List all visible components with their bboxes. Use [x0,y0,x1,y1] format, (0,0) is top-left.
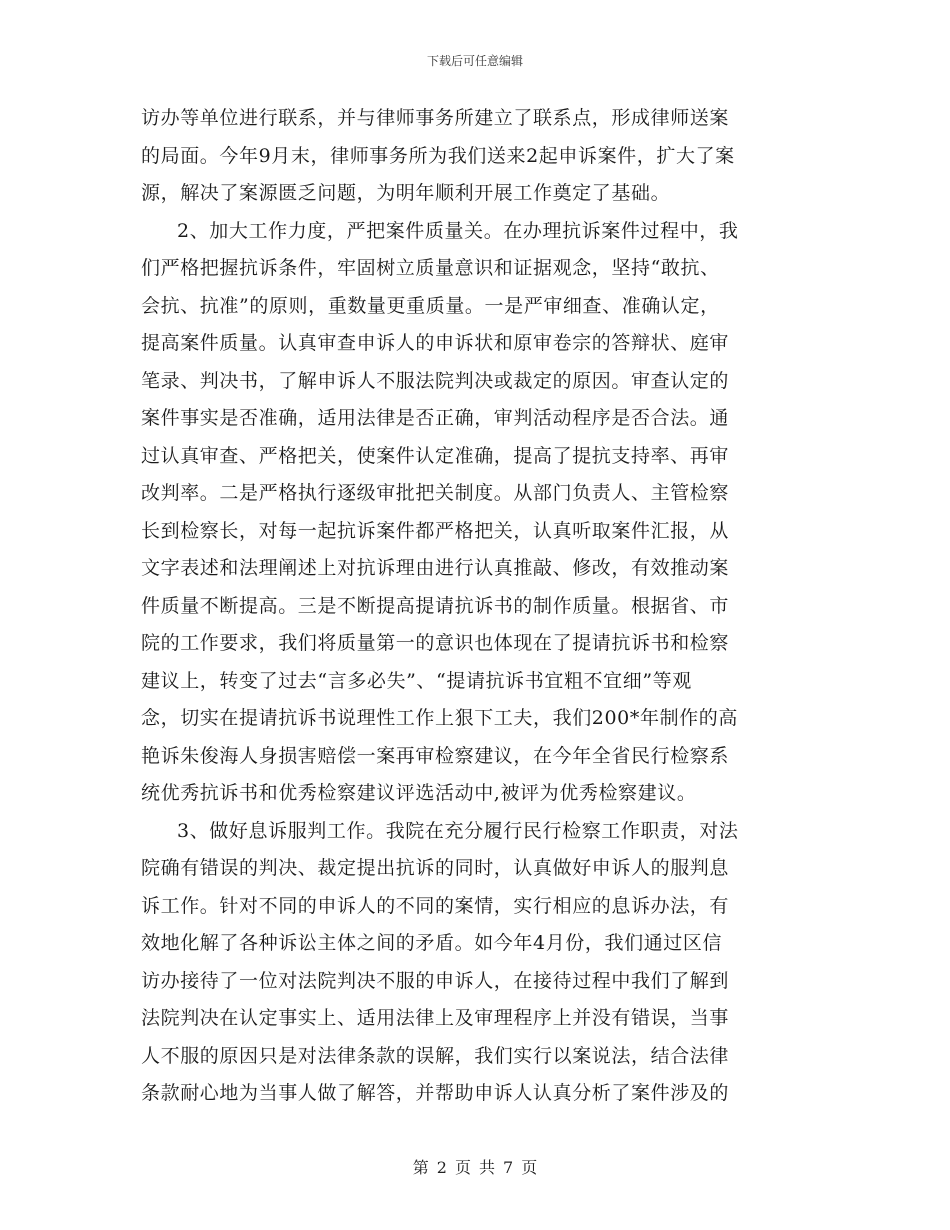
body-line: 法院判决在认定事实上、适用法律上及审理程序上并没有错误，当事 [141,1007,730,1029]
footer-di: 第 [412,1158,429,1177]
body-line: 们严格把握抗诉条件，牢固树立质量意识和证据观念，坚持“敢抗、 [141,257,720,279]
body-line: 的局面。今年9月末，律师事务所为我们送来2起申诉案件，扩大了案 [141,144,735,167]
footer-ye2: 页 [521,1158,538,1177]
body-line: 长到检察长，对每一起抗诉案件都严格把关，认真听取案件汇报，从 [141,519,730,542]
body-line: 统优秀抗诉书和优秀检察建议评选活动中,被评为优秀检察建议。 [141,782,697,804]
footer-gong: 共 [479,1158,496,1177]
body-line: 过认真审查、严格把关，使案件认定准确，提高了提抗支持率、再审 [141,444,730,467]
body-line: 改判率。二是严格执行逐级审批把关制度。从部门负责人、主管检察 [141,482,730,504]
body-line: 人不服的原因只是对法律条款的误解，我们实行以案说法，结合法律 [141,1044,730,1067]
body-line: 2、加大工作力度，严把案件质量关。在办理抗诉案件过程中，我 [177,219,739,242]
body-line: 笔录、判决书，了解申诉人不服法院判决或裁定的原因。审查认定的 [141,369,730,392]
body-line: 效地化解了各种诉讼主体之间的矛盾。如今年4月份，我们通过区信 [141,932,723,954]
body-line: 院的工作要求，我们将质量第一的意识也体现在了提请抗诉书和检察 [141,632,730,654]
body-line: 3、做好息诉服判工作。我院在充分履行民行检察工作职责，对法 [177,819,739,842]
body-line: 文字表述和法理阐述上对抗诉理由进行认真推敲、修改，有效推动案 [141,557,730,579]
footer-ye: 页 [454,1158,471,1177]
body-line: 艳诉朱俊海人身损害赔偿一案再审检察建议，在今年全省民行检察系 [141,744,730,767]
body-line: 源，解决了案源匮乏问题，为明年顺利开展工作奠定了基础。 [141,182,671,204]
footer-page-number: 2 [436,1158,447,1177]
page-header-note: 下载后可任意编辑 [426,54,523,68]
body-line: 提高案件质量。认真审查申诉人的申诉状和原审卷宗的答辩状、庭审 [141,332,730,354]
body-line: 条款耐心地为当事人做了解答，并帮助申诉人认真分析了案件涉及的 [141,1082,730,1104]
footer-total-pages: 7 [503,1158,514,1177]
body-line: 念，切实在提请抗诉书说理性工作上狠下工夫，我们200*年制作的高 [141,707,738,729]
body-line: 院确有错误的判决、裁定提出抗诉的同时，认真做好申诉人的服判息 [141,857,730,879]
body-line: 访办接待了一位对法院判决不服的申诉人，在接待过程中我们了解到 [141,969,730,992]
page-footer [0,1155,950,1178]
document-body [141,100,821,1113]
body-line: 会抗、抗准”的原则，重数量更重质量。一是严审细查、准确认定， [141,294,720,317]
body-line: 访办等单位进行联系，并与律师事务所建立了联系点，形成律师送案 [141,107,730,129]
body-line: 案件事实是否准确，适用法律是否正确，审判活动程序是否合法。通 [141,407,730,429]
body-line: 建议上，转变了过去“言多必失”、“提请抗诉书宜粗不宜细”等观 [141,669,692,692]
body-line: 诉工作。针对不同的申诉人的不同的案情，实行相应的息诉办法，有 [141,894,730,917]
body-line: 件质量不断提高。三是不断提高提请抗诉书的制作质量。根据省、市 [141,594,730,617]
